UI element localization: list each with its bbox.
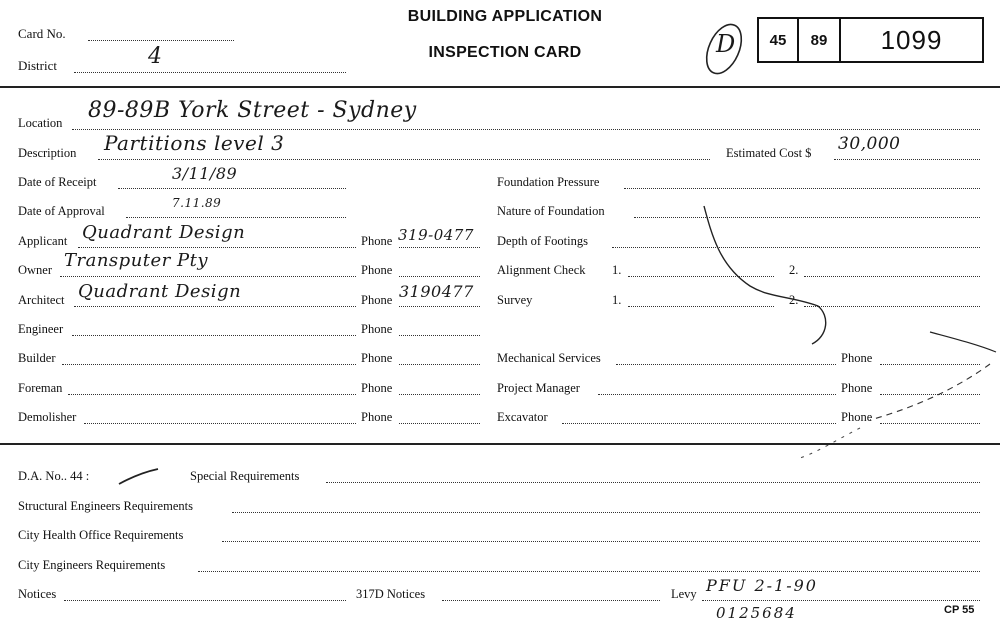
mechanical-phone-label: Phone [841, 351, 873, 365]
architect-label: Architect [18, 293, 65, 307]
card-number-box: 1099 [839, 17, 984, 63]
notices-317d-line[interactable] [442, 600, 660, 601]
location-value: 89-89B York Street - Sydney [88, 98, 417, 123]
nature-foundation-label: Nature of Foundation [497, 204, 605, 218]
depth-footings-label: Depth of Footings [497, 234, 588, 248]
notices-label: Notices [18, 587, 57, 601]
demolisher-phone-line[interactable] [399, 423, 480, 424]
excavator-label: Excavator [497, 410, 548, 424]
estimated-cost-line[interactable] [834, 159, 980, 160]
notices-317d-label: 317D Notices [356, 587, 426, 601]
notices-line[interactable] [64, 600, 346, 601]
levy-label: Levy [671, 587, 697, 601]
demolisher-phone-label: Phone [361, 410, 393, 424]
district-line[interactable] [74, 72, 346, 73]
mechanical-label: Mechanical Services [497, 351, 601, 365]
district-value: 4 [148, 44, 163, 69]
levy-value: PFU 2-1-90 [706, 576, 818, 595]
owner-line[interactable] [60, 276, 356, 277]
estimated-cost-label: Estimated Cost $ [726, 146, 812, 160]
architect-phone-line[interactable] [399, 306, 480, 307]
foundation-pressure-label: Foundation Pressure [497, 175, 600, 189]
handwritten-strike-marks [690, 196, 1000, 466]
date-receipt-value: 3/11/89 [172, 164, 238, 183]
date-receipt-line[interactable] [118, 188, 346, 189]
city-engineers-label: City Engineers Requirements [18, 558, 166, 572]
form-code: CP 55 [944, 604, 975, 616]
architect-phone-value: 3190477 [399, 282, 474, 301]
engineer-phone-line[interactable] [399, 335, 480, 336]
foundation-pressure-line[interactable] [624, 188, 980, 189]
levy-line[interactable] [702, 600, 980, 601]
form-subtitle: INSPECTION CARD [428, 44, 582, 61]
date-approval-label: Date of Approval [18, 204, 105, 218]
alignment-num-1: 1. [612, 263, 622, 277]
owner-phone-label: Phone [361, 263, 393, 277]
description-value: Partitions level 3 [104, 131, 285, 155]
builder-phone-label: Phone [361, 351, 393, 365]
description-line[interactable] [98, 159, 710, 160]
date-approval-line[interactable] [126, 217, 346, 218]
special-requirements-label: Special Requirements [190, 469, 300, 483]
ref-box-2: 89 [797, 17, 841, 63]
engineer-label: Engineer [18, 322, 64, 336]
location-label: Location [18, 116, 63, 130]
architect-phone-label: Phone [361, 293, 393, 307]
applicant-phone-label: Phone [361, 234, 393, 248]
foreman-phone-line[interactable] [399, 394, 480, 395]
project-manager-phone-label: Phone [841, 381, 873, 395]
architect-value: Quadrant Design [78, 281, 242, 302]
engineer-phone-label: Phone [361, 322, 393, 336]
district-label: District [18, 58, 57, 73]
section-divider [0, 443, 1000, 445]
da-slash-mark [116, 466, 162, 488]
applicant-value: Quadrant Design [82, 222, 246, 243]
date-approval-value: 7.11.89 [172, 196, 222, 210]
location-line[interactable] [72, 129, 980, 130]
foreman-phone-label: Phone [361, 381, 393, 395]
form-title: BUILDING APPLICATION [407, 8, 603, 25]
header-divider [0, 86, 1000, 88]
ref-box-1: 45 [757, 17, 799, 63]
card-no-line[interactable] [88, 40, 234, 41]
city-engineers-line[interactable] [198, 571, 980, 572]
health-requirements-line[interactable] [222, 541, 980, 542]
owner-value: Transputer Pty [64, 250, 209, 271]
architect-line[interactable] [74, 306, 356, 307]
owner-phone-line[interactable] [399, 276, 480, 277]
card-no-label: Card No. [18, 26, 66, 41]
excavator-phone-label: Phone [841, 410, 873, 424]
special-requirements-line[interactable] [326, 482, 980, 483]
owner-label: Owner [18, 263, 53, 277]
structural-requirements-label: Structural Engineers Requirements [18, 499, 193, 513]
alignment-check-label: Alignment Check [497, 263, 586, 277]
applicant-line[interactable] [78, 247, 356, 248]
circled-mark-text: D [716, 30, 736, 58]
engineer-line[interactable] [72, 335, 356, 336]
demolisher-line[interactable] [84, 423, 356, 424]
survey-num-1: 1. [612, 293, 622, 307]
foreman-line[interactable] [68, 394, 356, 395]
builder-line[interactable] [62, 364, 356, 365]
estimated-cost-value: 30,000 [838, 134, 901, 154]
description-label: Description [18, 146, 77, 160]
project-manager-label: Project Manager [497, 381, 580, 395]
applicant-phone-value: 319-0477 [398, 226, 474, 244]
builder-label: Builder [18, 351, 56, 365]
date-receipt-label: Date of Receipt [18, 175, 97, 189]
bottom-handwritten-number: 0125684 [716, 604, 797, 622]
da-label: D.A. No.. 44 : [18, 469, 90, 483]
health-requirements-label: City Health Office Requirements [18, 528, 184, 542]
structural-requirements-line[interactable] [232, 512, 980, 513]
foreman-label: Foreman [18, 381, 63, 395]
survey-label: Survey [497, 293, 533, 307]
demolisher-label: Demolisher [18, 410, 77, 424]
applicant-label: Applicant [18, 234, 68, 248]
applicant-phone-line[interactable] [399, 247, 480, 248]
builder-phone-line[interactable] [399, 364, 480, 365]
survey-num-2: 2. [789, 293, 799, 307]
alignment-num-2: 2. [789, 263, 799, 277]
